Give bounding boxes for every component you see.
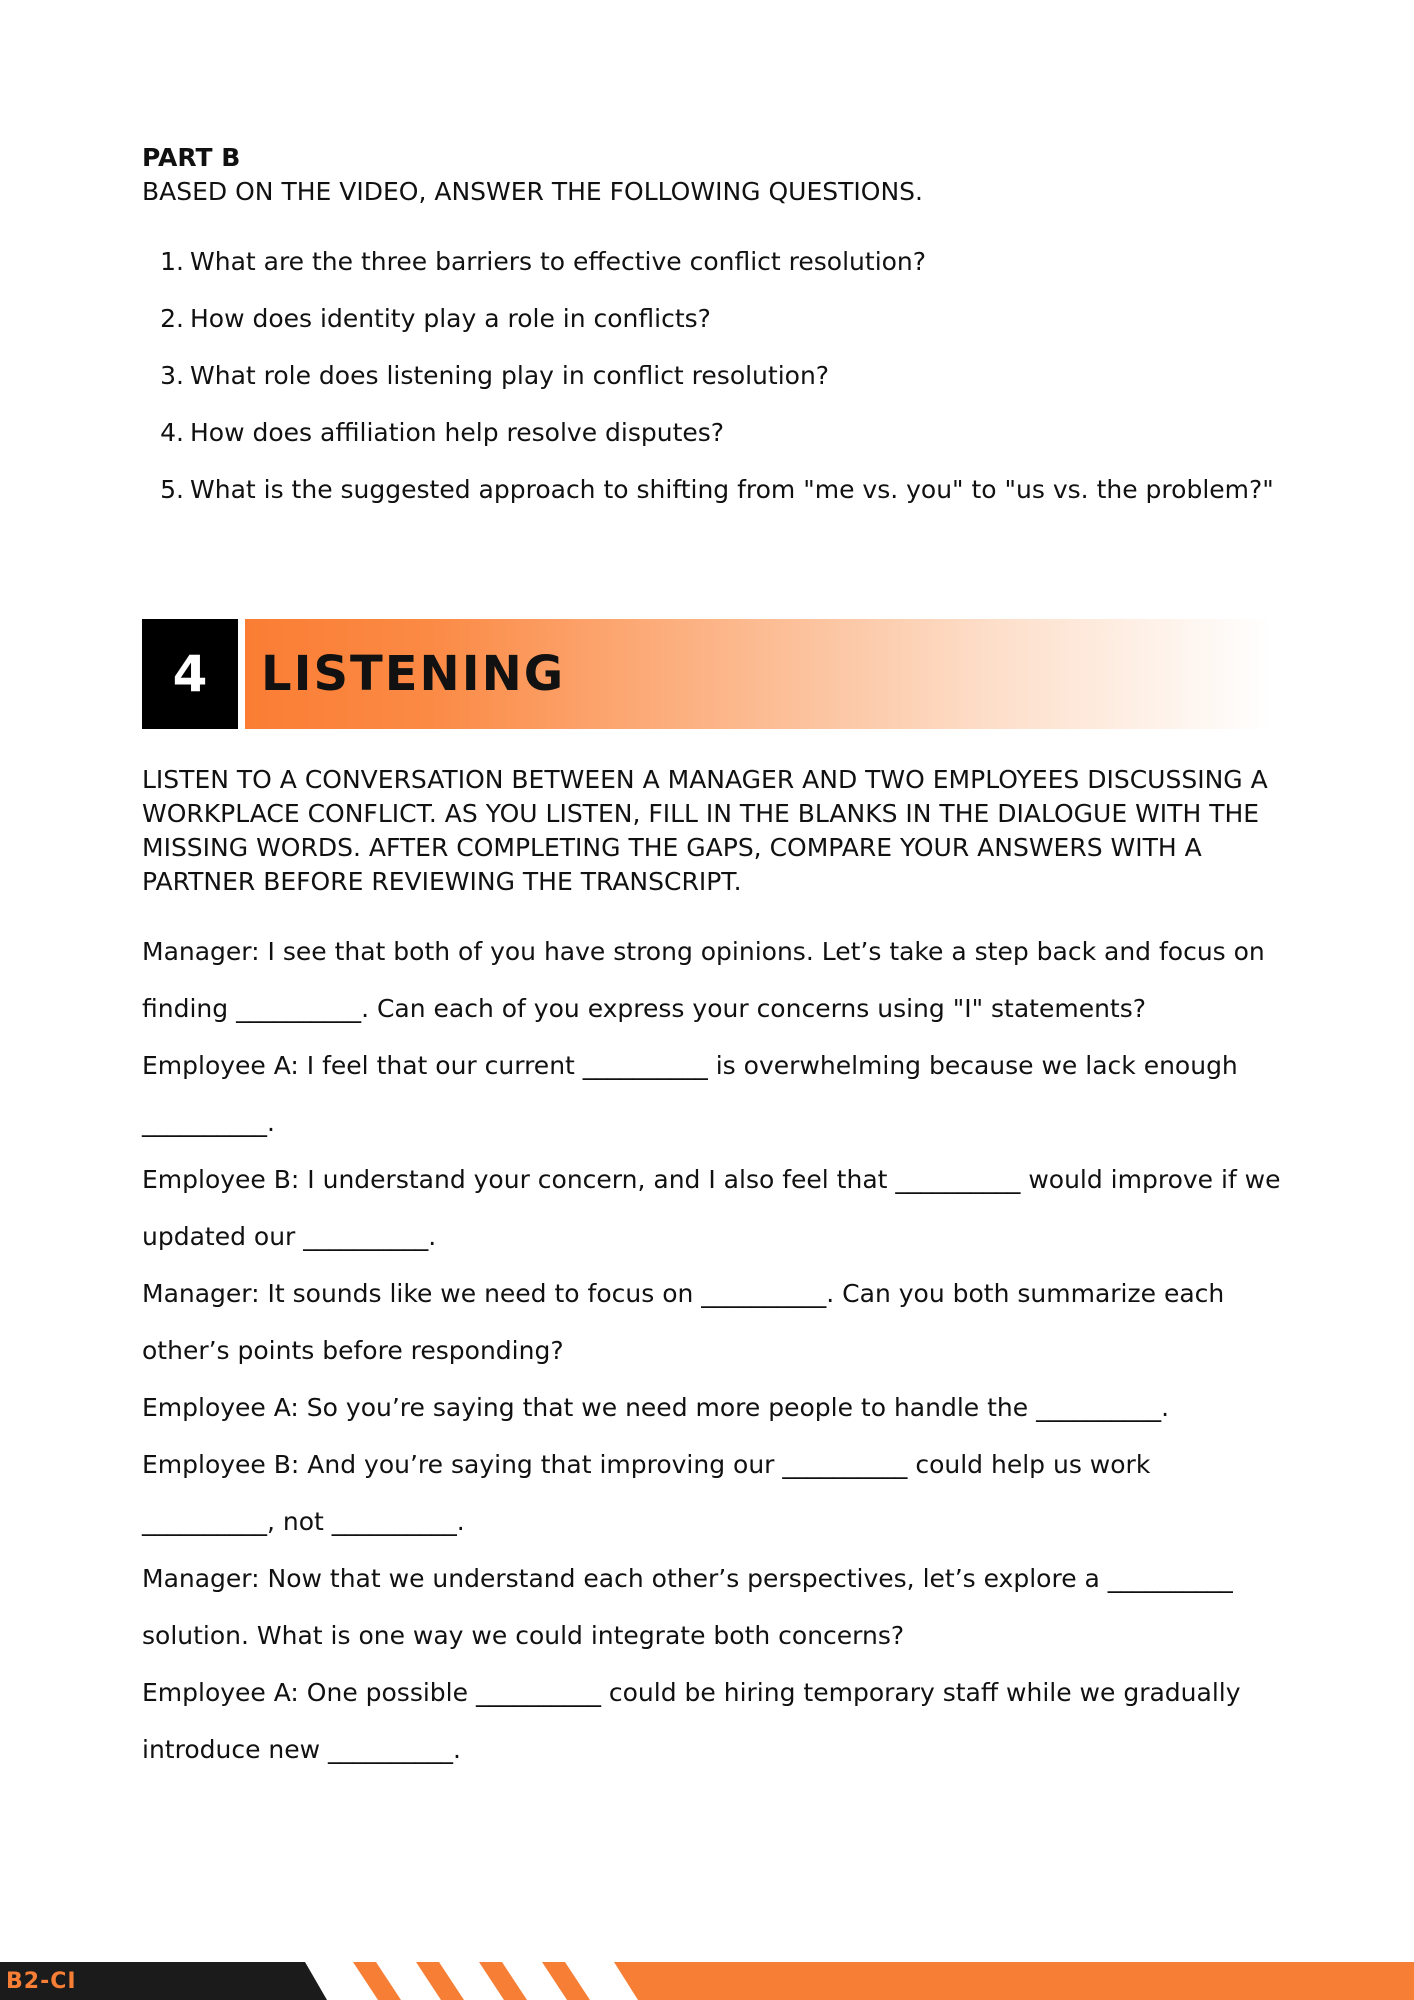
question-number: 5. bbox=[160, 475, 184, 504]
level-code: B2-CI bbox=[6, 1968, 77, 1994]
dialogue bbox=[142, 923, 1282, 1778]
question-text: How does identity play a role in conflicts? bbox=[190, 304, 711, 333]
question-text: How does affiliation help resolve disputes? bbox=[190, 418, 725, 447]
question-number: 1. bbox=[160, 247, 184, 276]
question-text: What is the suggested approach to shifting from "me vs. you" to "us vs. the problem?" bbox=[190, 475, 1274, 504]
footer-stripes-graphic bbox=[0, 1962, 1414, 2000]
dialogue-line: Employee A: I feel that our current __________ is overwhelming because we lack enough __________. bbox=[142, 1051, 1238, 1137]
part-b-section bbox=[142, 141, 1282, 518]
dialogue-line: Employee B: And you’re saying that improving our __________ could help us work __________, not __________. bbox=[142, 1450, 1151, 1536]
question-item bbox=[142, 404, 1282, 461]
question-item bbox=[142, 461, 1282, 518]
dialogue-line: Manager: I see that both of you have strong opinions. Let’s take a step back and focus on finding __________. Can each of you express your concerns using "I" statements? bbox=[142, 937, 1265, 1023]
section-title: LISTENING bbox=[261, 646, 566, 702]
question-number: 4. bbox=[160, 418, 184, 447]
question-item bbox=[142, 233, 1282, 290]
section-banner bbox=[142, 619, 1272, 729]
listening-instruction: LISTEN TO A CONVERSATION BETWEEN A MANAGER AND TWO EMPLOYEES DISCUSSING A WORKPLACE CONFLICT. AS YOU LISTEN, FILL IN THE BLANKS IN THE DIALOGUE WITH THE MISSING WORDS. AFTER COMPLETING THE GAPS, COMPARE YOUR ANSWERS WITH A PARTNER BEFORE REVIEWING THE TRANSCRIPT. bbox=[142, 765, 1268, 896]
section-number: 4 bbox=[142, 619, 238, 729]
question-item bbox=[142, 290, 1282, 347]
dialogue-line: Employee B: I understand your concern, and I also feel that __________ would improve if we updated our __________. bbox=[142, 1165, 1281, 1251]
question-list bbox=[142, 233, 1282, 518]
page-footer bbox=[0, 1962, 1414, 2000]
part-b-instruction: BASED ON THE VIDEO, ANSWER THE FOLLOWING QUESTIONS. bbox=[142, 177, 923, 206]
question-number: 2. bbox=[160, 304, 184, 333]
dialogue-line: Manager: Now that we understand each other’s perspectives, let’s explore a __________ solution. What is one way we could integrate both concerns? bbox=[142, 1564, 1233, 1650]
dialogue-line: Employee A: One possible __________ could be hiring temporary staff while we gradually introduce new __________. bbox=[142, 1678, 1241, 1764]
question-item bbox=[142, 347, 1282, 404]
dialogue-line: Manager: It sounds like we need to focus on __________. Can you both summarize each other’s points before responding? bbox=[142, 1279, 1225, 1365]
part-b-title: PART B bbox=[142, 143, 241, 172]
question-text: What are the three barriers to effective conflict resolution? bbox=[190, 247, 927, 276]
dialogue-line: Employee A: So you’re saying that we need more people to handle the __________. bbox=[142, 1393, 1170, 1422]
question-number: 3. bbox=[160, 361, 184, 390]
question-text: What role does listening play in conflict resolution? bbox=[190, 361, 830, 390]
listening-section bbox=[142, 763, 1282, 1778]
